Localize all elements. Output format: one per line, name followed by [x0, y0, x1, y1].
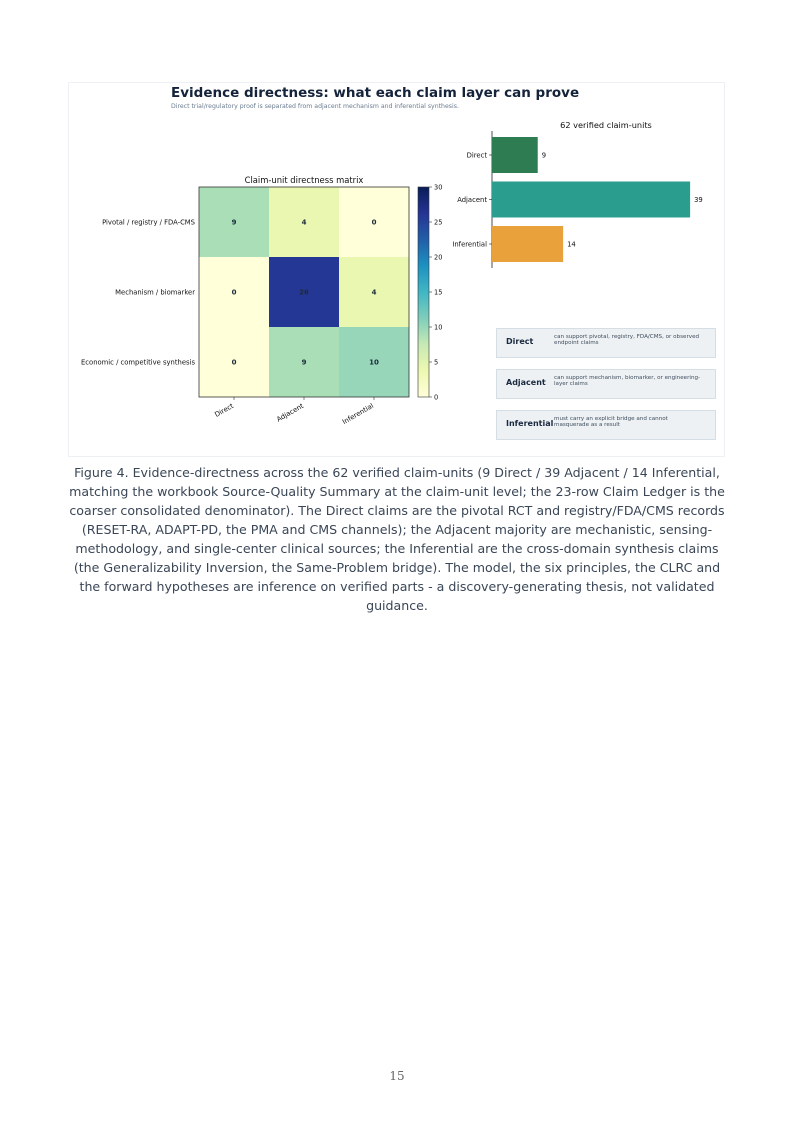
heatmap-cell-label: 9	[301, 358, 307, 367]
heatmap-cell-label: 0	[231, 358, 237, 367]
legend-box-inferential	[496, 410, 716, 440]
heatmap-cell-label: 10	[369, 358, 379, 367]
legend-desc-adjacent: can support mechanism, biomarker, or engineering-layer claims	[554, 375, 701, 388]
bar-category-label: Adjacent	[457, 195, 487, 204]
figure-caption: Figure 4. Evidence-directness across the 62 verified claim-units (9 Direct / 39 Adjacent / 14 Inferential, matching the workbook Source-Quality Summary at the claim-unit level; the 23-row Claim Ledger is the coarser consolidated denominator). The Direct claims are the pivotal RCT and registry/FDA/CMS records (RESET-RA, ADAPT-PD, the PMA and CMS channels); the Adjacent majority are mechanistic, sensing-methodology, and single-center clinical sources; the Inferential are the cross-domain synthesis claims (the Generalizability Inversion, the Same-Problem bridge). The model, the six principles, the CLRC and the forward hypotheses are inference on verified parts - a discovery-generating thesis, not validated guidance.	[69, 465, 725, 613]
legend-box-adjacent	[496, 369, 716, 399]
figure-subtitle: Direct trial/regulatory proof is separated from adjacent mechanism and inferential synthesis.	[171, 103, 459, 110]
figure-title: Evidence directness: what each claim layer can prove	[171, 85, 580, 101]
colorbar-tick-label: 25	[434, 218, 443, 227]
heatmap-title: Claim-unit directness matrix	[244, 175, 364, 185]
bar-category-label: Direct	[466, 151, 487, 160]
bar-category-label: Inferential	[452, 240, 487, 249]
colorbar-tick-label: 10	[434, 323, 443, 332]
heatmap-cell-label: 0	[231, 288, 237, 297]
heatmap-row-label: Economic / competitive synthesis	[81, 358, 195, 367]
heatmap-row-label: Mechanism / biomarker	[115, 288, 195, 297]
legend-label-inferential: Inferential	[506, 419, 554, 428]
heatmap-row-label: Pivotal / registry / FDA-CMS	[102, 218, 195, 227]
bar	[492, 226, 563, 262]
colorbar	[418, 187, 429, 397]
bar-chart-title: 62 verified claim-units	[560, 120, 652, 130]
heatmap-cell-label: 4	[371, 288, 377, 297]
bar-value-label: 39	[694, 195, 703, 204]
legend-label-adjacent: Adjacent	[506, 378, 546, 387]
heatmap-col-label: Adjacent	[275, 401, 305, 424]
legend-label-direct: Direct	[506, 337, 534, 346]
bar-value-label: 14	[567, 240, 576, 249]
bar-value-label: 9	[541, 151, 547, 160]
heatmap-cell-label: 26	[299, 288, 309, 297]
bar	[492, 182, 690, 218]
heatmap-cell-label: 0	[371, 218, 377, 227]
colorbar-tick-label: 20	[434, 253, 443, 262]
bar	[492, 137, 538, 173]
page-number: 15	[389, 1069, 405, 1083]
heatmap-col-label: Inferential	[341, 401, 375, 427]
colorbar-tick-label: 30	[434, 183, 443, 192]
heatmap-cell-label: 9	[231, 218, 237, 227]
legend-desc-inferential: must carry an explicit bridge and cannot masquerade as a result	[554, 416, 668, 429]
colorbar-tick-label: 15	[434, 288, 443, 297]
colorbar-tick-label: 5	[434, 358, 439, 367]
heatmap-cell-label: 4	[301, 218, 307, 227]
colorbar-tick-label: 0	[434, 393, 439, 402]
legend-desc-direct: can support pivotal, registry, FDA/CMS, or observed endpoint claims	[554, 334, 700, 347]
heatmap-col-label: Direct	[213, 401, 235, 419]
legend-box-direct	[496, 328, 716, 358]
